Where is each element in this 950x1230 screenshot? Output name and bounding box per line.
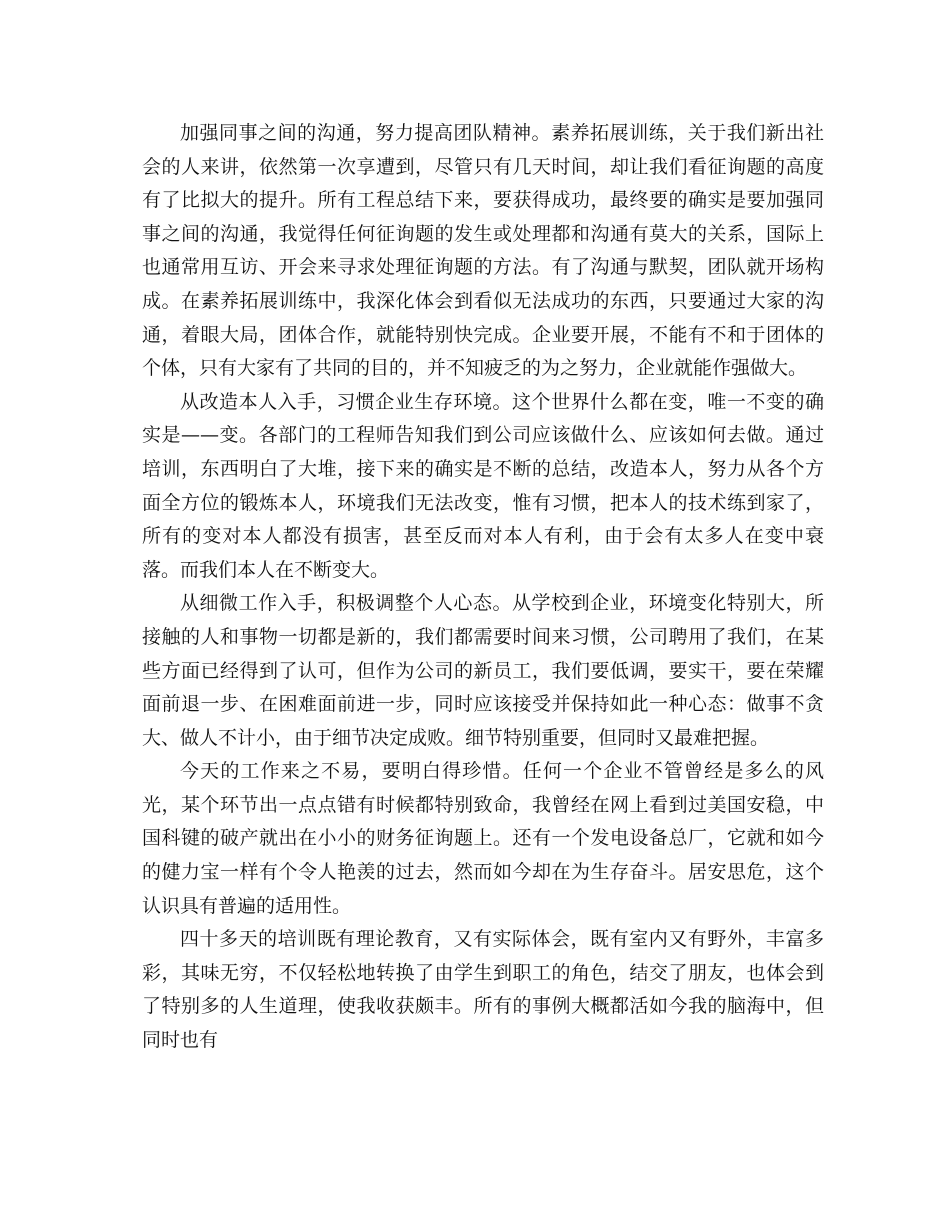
document-body	[142, 117, 824, 1058]
paragraph-teamwork: 加强同事之间的沟通，努力提高团队精神。素养拓展训练，关于我们新出社会的人来讲，依然第一次享遭到，尽管只有几天时间，却让我们看征询题的高度有了比拟大的提升。所有工程总结下来，要获得成功，最终要的确实是要加强同事之间的沟通，我觉得任何征询题的发生或处理都和沟通有莫大的关系，国际上也通常用互访、开会来寻求处理征询题的方法。有了沟通与默契，团队就开场构成。在素养拓展训练中，我深化体会到看似无法成功的东西，只要通过大家的沟通，着眼大局，团体合作，就能特别快完成。企业要开展，不能有不和于团体的个体，只有大家有了共同的目的，并不知疲乏的为之努力，企业就能作强做大。	[142, 122, 824, 380]
paragraph-cherish-work: 今天的工作来之不易，要明白得珍惜。任何一个企业不管曾经是多么的风光，某个环节出一点点错有时候都特别致命，我曾经在网上看到过美国安稳，中国科键的破产就出在小小的财务征询题上。还有一个发电设备总厂，它就和如今的健力宝一样有个令人艳羡的过去，然而如今却在为生存奋斗。居安思危，这个认识具有普遍的适用性。	[142, 760, 824, 917]
paragraph-adapt-environment: 从改造本人入手，习惯企业生存环境。这个世界什么都在变，唯一不变的确实是——变。各部门的工程师告知我们到公司应该做什么、应该如何去做。通过培训，东西明白了大堆，接下来的确实是不断的总结，改造本人，努力从各个方面全方位的锻炼本人，环境我们无法改变，惟有习惯，把本人的技术练到家了，所有的变对本人都没有损害，甚至反而对本人有利，由于会有太多人在变中衰落。而我们本人在不断变大。	[142, 390, 824, 581]
paragraph-adjust-mindset: 从细微工作入手，积极调整个人心态。从学校到企业，环境变化特别大，所接触的人和事物一切都是新的，我们都需要时间来习惯，公司聘用了我们，在某些方面已经得到了认可，但作为公司的新员工，我们要低调，要实干，要在荣耀面前退一步、在困难面前进一步，同时应该接受并保持如此一种心态：做事不贪大、做人不计小，由于细节决定成败。细节特别重要，但同时又最难把握。	[142, 592, 824, 749]
paragraph-training-summary: 四十多天的培训既有理论教育，又有实际体会，既有室内又有野外，丰富多彩，其味无穷，不仅轻松地转换了由学生到职工的角色，结交了朋友，也体会到了特别多的人生道理，使我收获颇丰。所有的事例大概都活如今我的脑海中，但同时也有	[142, 928, 824, 1052]
